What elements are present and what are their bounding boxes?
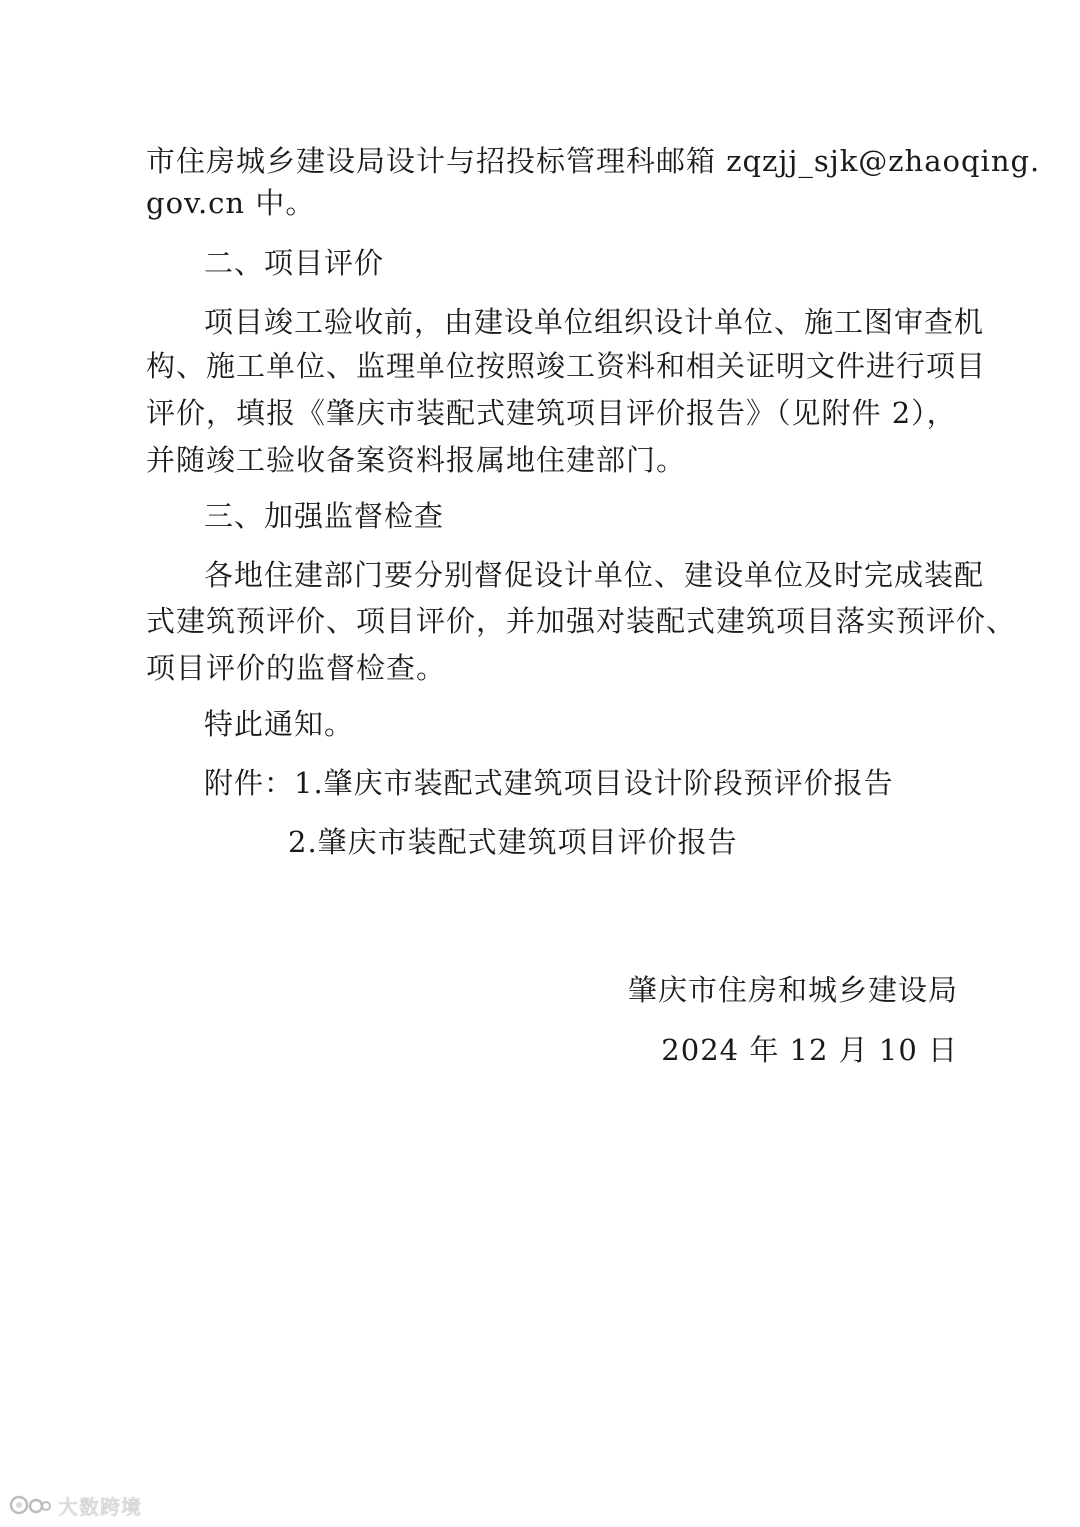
- paragraph-line: 评价，填报《肇庆市装配式建筑项目评价报告》（见附件 2），: [146, 396, 957, 430]
- watermark-text: 大数跨境: [58, 1494, 142, 1519]
- paragraph-line: gov.cn 中。: [146, 186, 316, 220]
- weibo-like-logo-icon: [8, 1494, 52, 1516]
- paragraph-line: 并随竣工验收备案资料报属地住建部门。: [146, 443, 687, 477]
- watermark: [8, 1490, 142, 1520]
- section-heading: 二、项目评价: [204, 246, 385, 280]
- signature-org: 肇庆市住房和城乡建设局: [627, 973, 958, 1007]
- signature-date: 2024 年 12 月 10 日: [661, 1033, 958, 1067]
- paragraph-line: 构、施工单位、监理单位按照竣工资料和相关证明文件进行项目: [146, 349, 987, 383]
- paragraph-line: 项目竣工验收前，由建设单位组织设计单位、施工图审查机: [204, 305, 985, 339]
- closing-notice: 特此通知。: [204, 707, 355, 741]
- paragraph-line: 项目评价的监督检查。: [146, 651, 447, 685]
- section-heading: 三、加强监督检查: [204, 499, 445, 533]
- attachment-item: 2.肇庆市装配式建筑项目评价报告: [288, 825, 738, 859]
- paragraph-line: 式建筑预评价、项目评价，并加强对装配式建筑项目落实预评价、: [146, 604, 1017, 638]
- paragraph-line: 各地住建部门要分别督促设计单位、建设单位及时完成装配: [204, 558, 985, 592]
- attachment-item: 附件：1.肇庆市装配式建筑项目设计阶段预评价报告: [204, 766, 894, 800]
- paragraph-line: 市住房城乡建设局设计与招投标管理科邮箱 zqzjj_sjk@zhaoqing.: [146, 144, 1041, 178]
